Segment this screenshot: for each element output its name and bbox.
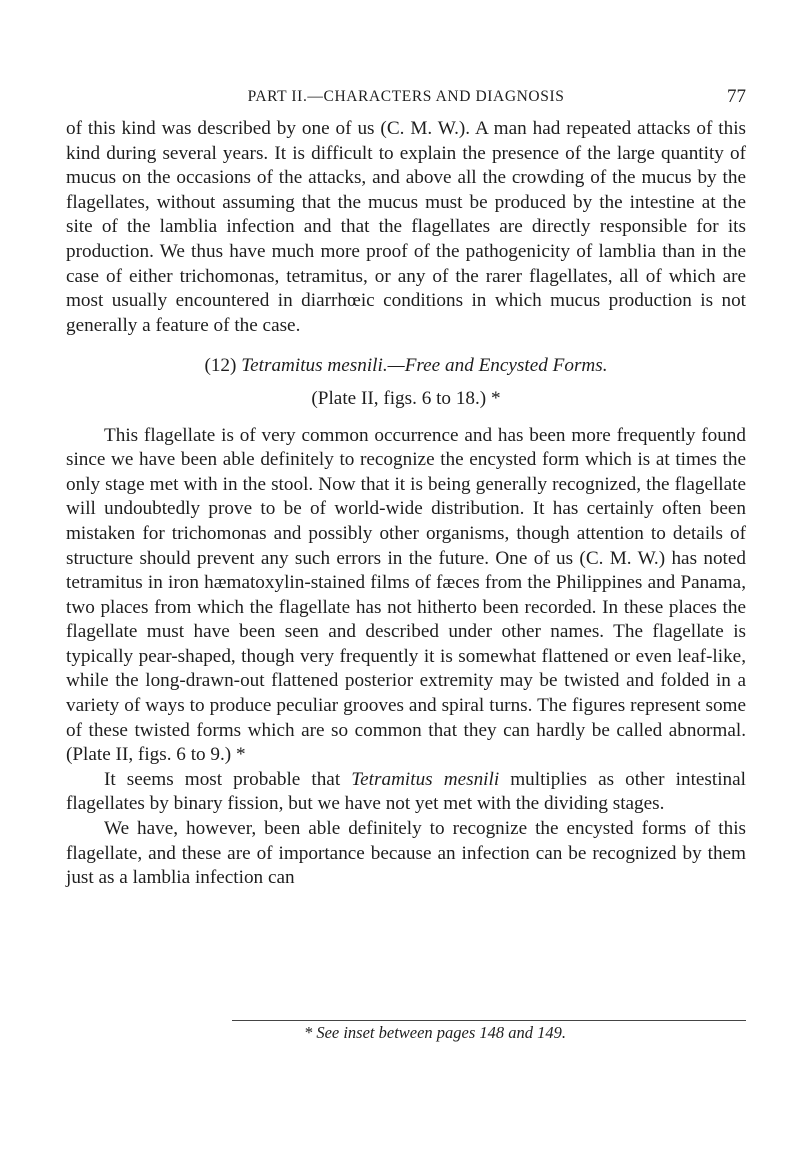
paragraph-encysted-forms: We have, however, been able definitely to recognize the encysted forms of this flagellate, and these are of importance because an infection can be recognized by them just as a lamblia infection can <box>66 818 746 889</box>
footnote-rule <box>232 1020 746 1021</box>
paragraph-tetramitus-description: This flagellate is of very common occurrence and has been more frequently found since we have been able definitely to recognize the encysted form which is at times the only stage met with in the stool. Now that it is being generally recognized, the flagellate will undoubtedly prove to be of world-wide distribution. It has certainly often been mistaken for trichomonas and possibly other organisms, though attention to details of structure should prevent any such errors in the future. One of us (C. M. W.) has noted tetramitus in iron hæmatoxylin-stained films of fæces from the Philippines and Panama, two places from which the flagellate has not hitherto been recorded. In these places the flagellate must have been seen and described under other names. The flagellate is typically pear-shaped, though very frequently it is somewhat flattened or even leaf-like, while the long-drawn-out flattened posterior extremity may be twisted and folded in a variety of ways to produce peculiar grooves and spiral turns. The figures represent some of these twisted forms which are so common that they can hardly be called abnormal. (Plate II, figs. 6 to 9.) * <box>66 424 746 766</box>
paragraph-binary-fission-start: It seems most probable that <box>104 768 352 790</box>
paragraph-binary-fission <box>66 768 746 817</box>
running-head-title: PART II.—CHARACTERS AND DIAGNOSIS <box>247 88 565 105</box>
species-name: Tetramitus mesnili <box>351 768 500 790</box>
plate-reference: (Plate II, figs. 6 to 18.) * <box>311 387 501 409</box>
paragraph-binary-fission-end: multiplies as other intestinal flagellates by binary fission, but we have not yet met with the dividing stages. <box>66 768 746 815</box>
paragraph-lamblia-continuation: of this kind was described by one of us (C. M. W.). A man had repeated attacks of this kind during several years. It is difficult to explain the presence of the large quantity of mucus on the occasions of the attacks, and above all the crowding of the mucus by the flagellates, without assuming that the mucus must be produced by the intestine at the site of the lamblia infection and that the flagellates are directly responsible for its production. We thus have much more proof of the pathogenicity of lamblia than in the case of either trichomonas, tetramitus, or any of the rarer flagellates, all of which are most usually encountered in diarrhœic conditions in which mucus production is not generally a feature of the case. <box>66 118 746 336</box>
section-heading <box>66 354 746 379</box>
section-number: (12) <box>204 355 237 377</box>
footnote: * See inset between pages 148 and 149. <box>303 1023 567 1042</box>
page-number: 77 <box>727 86 746 107</box>
section-title: Tetramitus mesnili.—Free and Encysted Forms. <box>241 355 608 377</box>
running-head <box>66 88 746 112</box>
body-text <box>66 117 746 891</box>
